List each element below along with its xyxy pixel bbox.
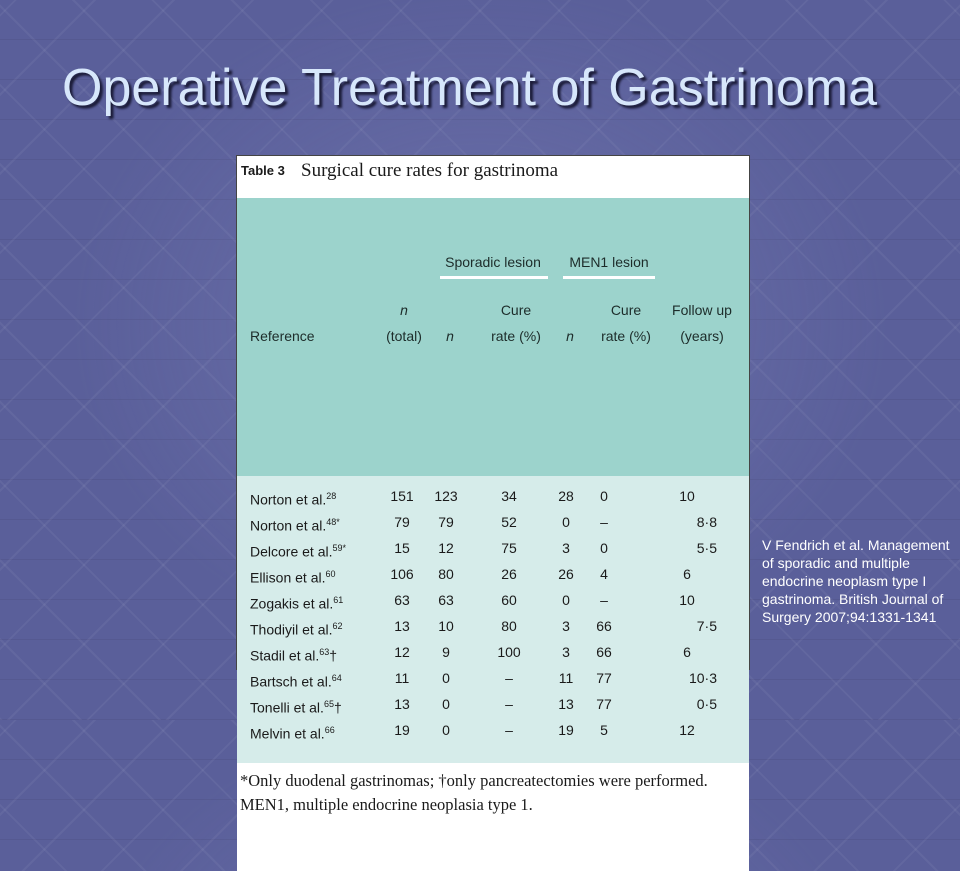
cell-men1-n: 3: [562, 644, 570, 660]
col-follow-up-line2: (years): [680, 328, 724, 344]
cell-follow-up: 12: [679, 722, 695, 738]
cell-n-total: 11: [394, 670, 410, 686]
table-row: [237, 540, 749, 560]
table-image: [236, 155, 750, 814]
cell-men1-cure: 0: [600, 540, 608, 556]
cell-men1-cure: –: [600, 514, 608, 530]
footnote-text: [240, 769, 708, 817]
reference-dagger: †: [329, 647, 338, 664]
reference-citation: 28: [326, 491, 337, 501]
group-rule-men1: [563, 276, 655, 279]
reference-citation: 65: [323, 699, 334, 709]
cell-men1-n: 28: [558, 488, 574, 504]
col-sporadic-cure-line2: rate (%): [491, 328, 541, 344]
cell-men1-n: 3: [562, 618, 570, 634]
cell-sporadic-n: 0: [442, 670, 450, 686]
cell-men1-cure: 66: [596, 644, 612, 660]
col-men1-cure-line2: rate (%): [601, 328, 651, 344]
table-row: [237, 514, 749, 534]
reference-name: Norton et al.: [250, 491, 327, 508]
cell-sporadic-cure: –: [505, 670, 513, 686]
reference-name: Zogakis et al.: [250, 595, 334, 612]
cell-men1-cure: 0: [600, 488, 608, 504]
reference-citation: 48*: [326, 517, 340, 527]
footnote-line-2: MEN1, multiple endocrine neoplasia type 1.: [240, 795, 533, 814]
cell-men1-n: 0: [562, 514, 570, 530]
cell-sporadic-cure: 100: [497, 644, 521, 660]
reference-citation: 59*: [332, 543, 346, 553]
col-reference: Reference: [250, 328, 315, 344]
cell-men1-cure: 4: [600, 566, 608, 582]
col-men1-n: n: [566, 328, 574, 344]
cell-men1-cure: 5: [600, 722, 608, 738]
reference-citation: 63: [319, 647, 330, 657]
table-row: [237, 592, 749, 612]
reference-citation: 66: [324, 725, 335, 735]
cell-sporadic-n: 123: [434, 488, 458, 504]
cell-sporadic-cure: –: [505, 722, 513, 738]
table-header: [237, 198, 749, 476]
table-row: [237, 488, 749, 508]
table-caption-text: Surgical cure rates for gastrinoma: [301, 160, 559, 181]
reference-name: Melvin et al.: [250, 725, 325, 742]
cell-sporadic-n: 0: [442, 722, 450, 738]
cell-n-total: 15: [394, 540, 410, 556]
cell-n-total: 13: [394, 696, 410, 712]
cell-follow-up: 0·5: [696, 696, 717, 712]
cell-men1-n: 11: [558, 670, 574, 686]
cell-men1-n: 13: [558, 696, 574, 712]
col-n-total-line2: (total): [386, 328, 422, 344]
cell-follow-up: 8·8: [696, 514, 717, 530]
row-reference: [250, 644, 337, 665]
row-reference: [250, 696, 342, 717]
cell-sporadic-n: 0: [442, 696, 450, 712]
cell-men1-n: 19: [558, 722, 574, 738]
cell-men1-n: 3: [562, 540, 570, 556]
reference-name: Norton et al.: [250, 517, 327, 534]
cell-n-total: 19: [394, 722, 410, 738]
footnote-line-1: *Only duodenal gastrinomas; †only pancreatectomies were performed.: [240, 771, 708, 790]
cell-sporadic-cure: 60: [501, 592, 517, 608]
cell-sporadic-n: 10: [438, 618, 454, 634]
cell-n-total: 12: [394, 644, 410, 660]
cell-n-total: 13: [394, 618, 410, 634]
cell-follow-up: 6: [683, 566, 691, 582]
row-reference: [250, 540, 346, 561]
col-sporadic-cure-line1: Cure: [500, 302, 532, 318]
row-reference: [250, 722, 335, 743]
cell-men1-n: 26: [558, 566, 574, 582]
group-header-sporadic: Sporadic lesion: [445, 254, 541, 270]
reference-name: Tonelli et al.: [250, 699, 324, 716]
reference-name: Bartsch et al.: [250, 673, 332, 690]
reference-citation: 60: [325, 569, 336, 579]
col-men1-cure-line1: Cure: [610, 302, 642, 318]
cell-sporadic-n: 12: [438, 540, 454, 556]
cell-sporadic-cure: 80: [501, 618, 517, 634]
cell-n-total: 79: [394, 514, 410, 530]
cell-n-total: 106: [390, 566, 414, 582]
cell-follow-up: 10: [679, 592, 695, 608]
cell-follow-up: 5·5: [696, 540, 717, 556]
reference-name: Thodiyil et al.: [250, 621, 333, 638]
cell-n-total: 151: [390, 488, 414, 504]
cell-men1-cure: –: [600, 592, 608, 608]
table-row: [237, 566, 749, 586]
row-reference: [250, 670, 342, 691]
row-reference: [250, 566, 336, 587]
reference-name: Stadil et al.: [250, 647, 320, 664]
col-sporadic-n: n: [446, 328, 454, 344]
col-n-total-line1: n: [400, 302, 408, 318]
cell-follow-up: 6: [683, 644, 691, 660]
table-label: Table 3: [241, 163, 285, 178]
cell-sporadic-cure: –: [505, 696, 513, 712]
reference-citation: 61: [333, 595, 344, 605]
table-caption: [237, 156, 749, 198]
group-rule-sporadic: [440, 276, 548, 279]
table-row: [237, 670, 749, 690]
table-row: [237, 618, 749, 638]
cell-men1-cure: 77: [596, 696, 612, 712]
cell-sporadic-cure: 34: [501, 488, 517, 504]
table-footnote: [237, 763, 749, 871]
cell-follow-up: 10: [679, 488, 695, 504]
row-reference: [250, 488, 336, 509]
cell-sporadic-cure: 26: [501, 566, 517, 582]
citation-text: V Fendrich et al. Management of sporadic and multiple endocrine neoplasm type I gastrinoma. British Journal of Surgery 2007;94:1331-1341: [762, 537, 950, 625]
col-follow-up-line1: Follow up: [672, 302, 732, 318]
table-row: [237, 644, 749, 664]
table-row: [237, 722, 749, 742]
reference-dagger: †: [333, 699, 342, 716]
table-row: [237, 696, 749, 716]
cell-sporadic-n: 63: [438, 592, 454, 608]
cell-men1-cure: 77: [596, 670, 612, 686]
reference-name: Ellison et al.: [250, 569, 326, 586]
slide-title: Operative Treatment of Gastrinoma: [62, 59, 878, 117]
cell-sporadic-n: 80: [438, 566, 454, 582]
cell-sporadic-n: 79: [438, 514, 454, 530]
reference-citation: 64: [331, 673, 342, 683]
cell-sporadic-cure: 52: [501, 514, 517, 530]
row-reference: [250, 592, 343, 613]
reference-name: Delcore et al.: [250, 543, 333, 560]
cell-sporadic-n: 9: [442, 644, 450, 660]
cell-follow-up: 10·3: [688, 670, 717, 686]
row-reference: [250, 514, 340, 535]
cell-men1-n: 0: [562, 592, 570, 608]
group-header-men1: MEN1 lesion: [569, 254, 649, 270]
row-reference: [250, 618, 343, 639]
cell-n-total: 63: [394, 592, 410, 608]
cell-men1-cure: 66: [596, 618, 612, 634]
reference-citation: 62: [332, 621, 343, 631]
cell-follow-up: 7·5: [696, 618, 717, 634]
cell-sporadic-cure: 75: [501, 540, 517, 556]
